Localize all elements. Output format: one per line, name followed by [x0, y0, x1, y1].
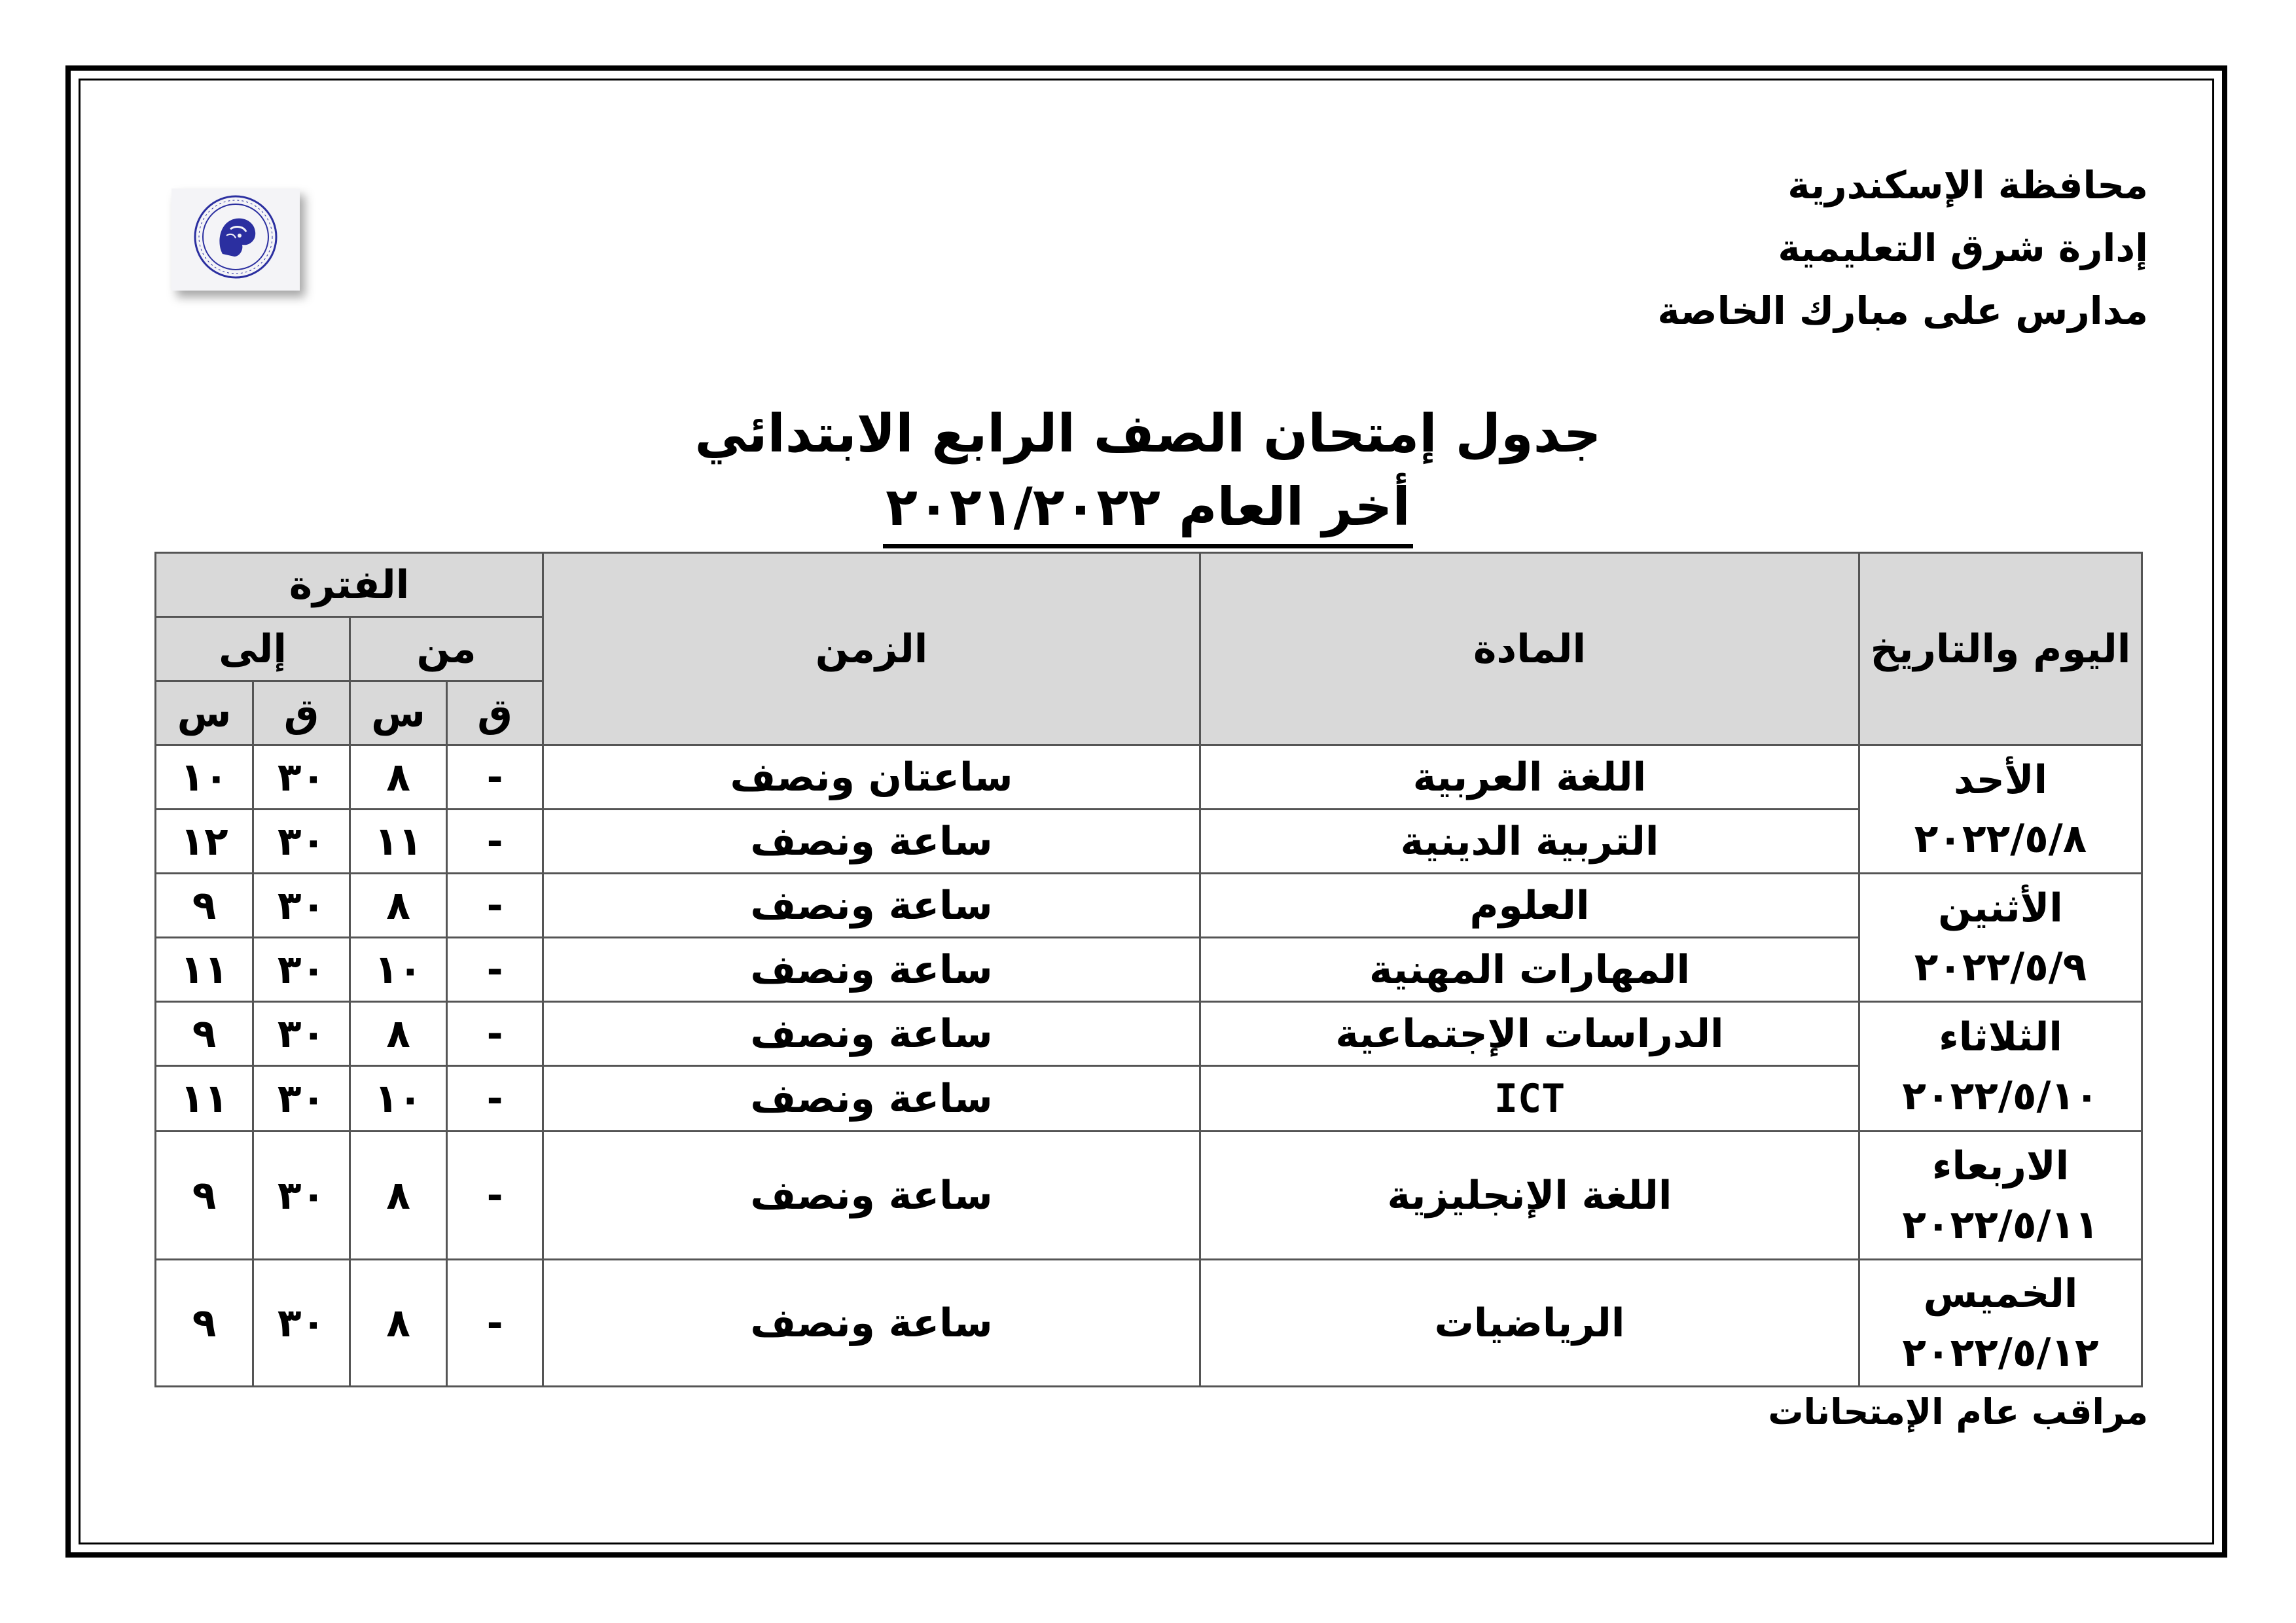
exam-schedule-table	[154, 552, 2143, 1387]
duration-cell: ساعة ونصف	[543, 938, 1200, 1002]
school-header	[1559, 154, 2148, 342]
to-minute-cell: ٣٠	[253, 1260, 350, 1387]
administration-line: إدارة شرق التعليمية	[1778, 226, 2148, 270]
to-hour-cell: ٩	[156, 1132, 253, 1260]
from-minute-cell: -	[447, 810, 543, 874]
header-subject: المادة	[1200, 553, 1859, 745]
school-name-line: مدارس على مبارك الخاصة	[1657, 289, 2148, 333]
exam-date: ٢٠٢٢/٥/٩	[1914, 944, 2087, 990]
day-date-cell	[1859, 745, 2142, 874]
duration-cell: ساعة ونصف	[543, 1132, 1200, 1260]
to-hour-cell: ٩	[156, 1002, 253, 1066]
to-minute-cell: ٣٠	[253, 938, 350, 1002]
day-date-cell	[1859, 1132, 2142, 1260]
to-minute-cell: ٣٠	[253, 745, 350, 810]
duration-cell: ساعتان ونصف	[543, 745, 1200, 810]
exam-date: ٢٠٢٢/٥/١٠	[1902, 1073, 2099, 1119]
subject-cell: المهارات المهنية	[1200, 938, 1859, 1002]
duration-cell: ساعة ونصف	[543, 874, 1200, 938]
subject-cell: اللغة العربية	[1200, 745, 1859, 810]
from-minute-cell: -	[447, 1002, 543, 1066]
from-hour-cell: ٨	[350, 874, 447, 938]
from-hour-cell: ١١	[350, 810, 447, 874]
header-to: إلى	[156, 617, 350, 681]
day-date-cell	[1859, 1260, 2142, 1387]
table-row	[156, 745, 2142, 810]
header-to-hour: س	[156, 681, 253, 745]
to-minute-cell: ٣٠	[253, 1132, 350, 1260]
from-minute-cell: -	[447, 1066, 543, 1132]
table-row	[156, 938, 2142, 1002]
from-hour-cell: ١٠	[350, 938, 447, 1002]
header-from: من	[350, 617, 543, 681]
table-row	[156, 1132, 2142, 1260]
duration-cell: ساعة ونصف	[543, 1002, 1200, 1066]
header-to-minute: ق	[253, 681, 350, 745]
table-row	[156, 1260, 2142, 1387]
from-hour-cell: ١٠	[350, 1066, 447, 1132]
day-date-cell	[1859, 1002, 2142, 1132]
table-row	[156, 874, 2142, 938]
from-minute-cell: -	[447, 1260, 543, 1387]
day-name: الأحد	[1953, 757, 2048, 803]
duration-cell: ساعة ونصف	[543, 1260, 1200, 1387]
from-minute-cell: -	[447, 938, 543, 1002]
day-name: الأثنين	[1938, 885, 2063, 931]
header-from-minute: ق	[447, 681, 543, 745]
from-hour-cell: ٨	[350, 1132, 447, 1260]
exam-date: ٢٠٢٢/٥/١٢	[1902, 1329, 2099, 1376]
day-name: الثلاثاء	[1939, 1014, 2062, 1060]
day-name: الاربعاء	[1931, 1143, 2070, 1189]
from-minute-cell: -	[447, 874, 543, 938]
to-minute-cell: ٣٠	[253, 874, 350, 938]
from-hour-cell: ٨	[350, 745, 447, 810]
to-minute-cell: ٣٠	[253, 810, 350, 874]
subject-cell: ICT	[1200, 1066, 1859, 1132]
from-minute-cell: -	[447, 745, 543, 810]
to-hour-cell: ١١	[156, 938, 253, 1002]
exam-supervisor-signature-line: مراقب عام الإمتحانات	[1768, 1391, 2148, 1433]
exam-date: ٢٠٢٢/٥/١١	[1902, 1202, 2099, 1248]
subject-cell: الرياضيات	[1200, 1260, 1859, 1387]
header-day-date: اليوم والتاريخ	[1859, 553, 2142, 745]
subject-cell: الدراسات الإجتماعية	[1200, 1002, 1859, 1066]
header-duration: الزمن	[543, 553, 1200, 745]
subject-cell: التربية الدينية	[1200, 810, 1859, 874]
from-hour-cell: ٨	[350, 1002, 447, 1066]
table-row	[156, 1066, 2142, 1132]
to-hour-cell: ٩	[156, 874, 253, 938]
from-minute-cell: -	[447, 1132, 543, 1260]
table-row	[156, 810, 2142, 874]
to-hour-cell: ١٢	[156, 810, 253, 874]
school-logo	[171, 188, 300, 291]
duration-cell: ساعة ونصف	[543, 1066, 1200, 1132]
governorate-line: محافظة الإسكندرية	[1787, 163, 2148, 207]
day-date-cell	[1859, 874, 2142, 1002]
header-period: الفترة	[156, 553, 543, 617]
from-hour-cell: ٨	[350, 1260, 447, 1387]
to-minute-cell: ٣٠	[253, 1066, 350, 1132]
exam-date: ٢٠٢٢/٥/٨	[1914, 815, 2087, 862]
document-title: جدول إمتحان الصف الرابع الابتدائي	[694, 403, 1602, 464]
table-row	[156, 1002, 2142, 1066]
header-from-hour: س	[350, 681, 447, 745]
day-name: الخميس	[1923, 1270, 2078, 1317]
document-subtitle	[0, 471, 2296, 548]
to-hour-cell: ٩	[156, 1260, 253, 1387]
subject-cell: العلوم	[1200, 874, 1859, 938]
to-hour-cell: ١١	[156, 1066, 253, 1132]
to-minute-cell: ٣٠	[253, 1002, 350, 1066]
academic-year: أخر العام ٢٠٢١/٢٠٢٢	[883, 474, 1413, 548]
to-hour-cell: ١٠	[156, 745, 253, 810]
duration-cell: ساعة ونصف	[543, 810, 1200, 874]
subject-cell: اللغة الإنجليزية	[1200, 1132, 1859, 1260]
